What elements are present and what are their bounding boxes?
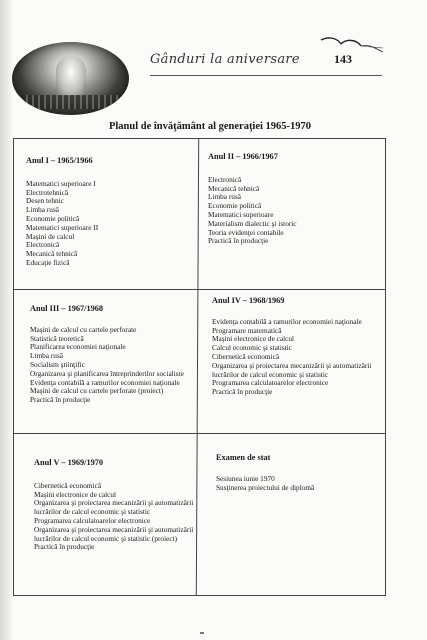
- church-interior-photo: [12, 42, 129, 115]
- subject-item: Calcul economic şi statistic: [212, 343, 293, 353]
- subject-item: Maşini electronice de calcul: [212, 334, 295, 344]
- year-heading: Anul IV – 1968/1969: [212, 296, 285, 305]
- subject-item: Statistică teoretică: [30, 333, 84, 343]
- subject-item: Maşini de calcul cu cartele perforate: [30, 324, 137, 334]
- photo-pews: [22, 95, 119, 109]
- subject-item: Organizarea şi proiectarea mecanizării şi automatizării lucrărilor de calcul economic şi statistic: [34, 498, 194, 517]
- subject-item: Programarea calculatoarelor electronice: [212, 378, 329, 388]
- exam-item: Susţinerea proiectului de diplomă: [216, 482, 315, 492]
- row-divider: [14, 289, 385, 290]
- subject-item: Practică în producţie: [30, 395, 91, 405]
- exam-heading: Examen de stat: [216, 453, 271, 462]
- photo-arch: [56, 56, 86, 96]
- subject-item: Maşini de calcul cu cartele perforate (proiect): [30, 386, 164, 396]
- print-speck: [200, 632, 204, 634]
- subject-item: Cibernetică economică: [212, 351, 280, 361]
- year-heading: Anul II – 1966/1967: [208, 152, 278, 161]
- subject-item: Limba rusă: [30, 351, 64, 361]
- subject-item: Limba rusă: [26, 205, 60, 215]
- subject-item: Matematici superioare: [208, 209, 274, 219]
- subject-item: Electronică: [208, 174, 242, 184]
- subject-item: Electrotehnică: [26, 187, 69, 197]
- subject-item: Electronică: [26, 240, 60, 250]
- subject-item: Programarea calculatoarelor electronice: [34, 515, 151, 525]
- subject-item: Desen tehnic: [26, 196, 64, 206]
- flourish-ornament-icon: [317, 34, 387, 70]
- subject-item: Mecanică tehnică: [26, 249, 78, 259]
- subject-item: Matematici superioare I: [26, 178, 96, 188]
- year-5-cell: [34, 459, 194, 552]
- running-title: Gânduri la aniversare: [150, 52, 300, 67]
- year-2-cell: [208, 153, 380, 246]
- subject-item: Economie politică: [208, 201, 262, 211]
- curriculum-table: [13, 138, 386, 596]
- subject-item: Organizarea şi planificarea întreprinderilor socialiste: [30, 368, 184, 378]
- year-heading: Anul III – 1967/1968: [30, 304, 104, 313]
- subject-item: Maşini electronice de calcul: [34, 489, 117, 499]
- subject-item: Educaţie fizică: [26, 257, 70, 267]
- subject-item: Economie politică: [26, 213, 80, 223]
- column-divider: [196, 139, 199, 595]
- state-exam-cell: [216, 454, 381, 492]
- subject-item: Organizarea şi proiectarea mecanizării şi automatizării lucrărilor de calcul economic şi statistic (proiect): [34, 524, 194, 543]
- row-divider: [14, 433, 385, 434]
- subject-item: Mecanică tehnică: [208, 183, 260, 193]
- subject-item: Socialism ştiinţific: [30, 359, 85, 369]
- header-rule: [150, 75, 382, 76]
- page-title: Planul de învăţământ al generaţiei 1965-1970: [108, 121, 312, 132]
- subject-item: Matematici superioare II: [26, 222, 99, 232]
- subject-item: Maşini de calcul: [26, 231, 75, 241]
- subject-item: Organizarea şi proiectarea mecanizării şi automatizării lucrărilor de calcul economic şi statistic: [212, 360, 372, 379]
- year-4-cell: [212, 297, 380, 397]
- subject-item: Materialism dialectic şi istoric: [208, 218, 297, 228]
- subject-item: Programare matematică: [212, 325, 282, 335]
- year-heading: Anul V – 1969/1970: [34, 458, 104, 467]
- subject-item: Limba rusă: [208, 192, 242, 202]
- subject-item: Evidenţa contabilă a ramurilor economiei naţionale: [212, 316, 362, 326]
- subject-item: Planificarea economiei naţionale: [30, 342, 126, 352]
- exam-item: Sesiunea iunie 1970: [216, 473, 275, 483]
- year-3-cell: [30, 305, 193, 405]
- year-heading: Anul I – 1965/1966: [26, 156, 93, 165]
- year-1-cell: [26, 157, 191, 268]
- subject-item: Teoria evidenţei contabile: [208, 227, 284, 237]
- subject-item: Evidenţa contabilă a ramurilor economiei naţionale: [30, 377, 180, 387]
- page-number: 143: [334, 52, 352, 66]
- page-gutter-shadow: [0, 0, 14, 640]
- subject-item: Practică în producţie: [34, 542, 95, 552]
- subject-item: Cibernetică economică: [34, 480, 102, 490]
- subject-item: Practică în producţie: [212, 387, 273, 397]
- subject-item: Practică în producţie: [208, 236, 269, 246]
